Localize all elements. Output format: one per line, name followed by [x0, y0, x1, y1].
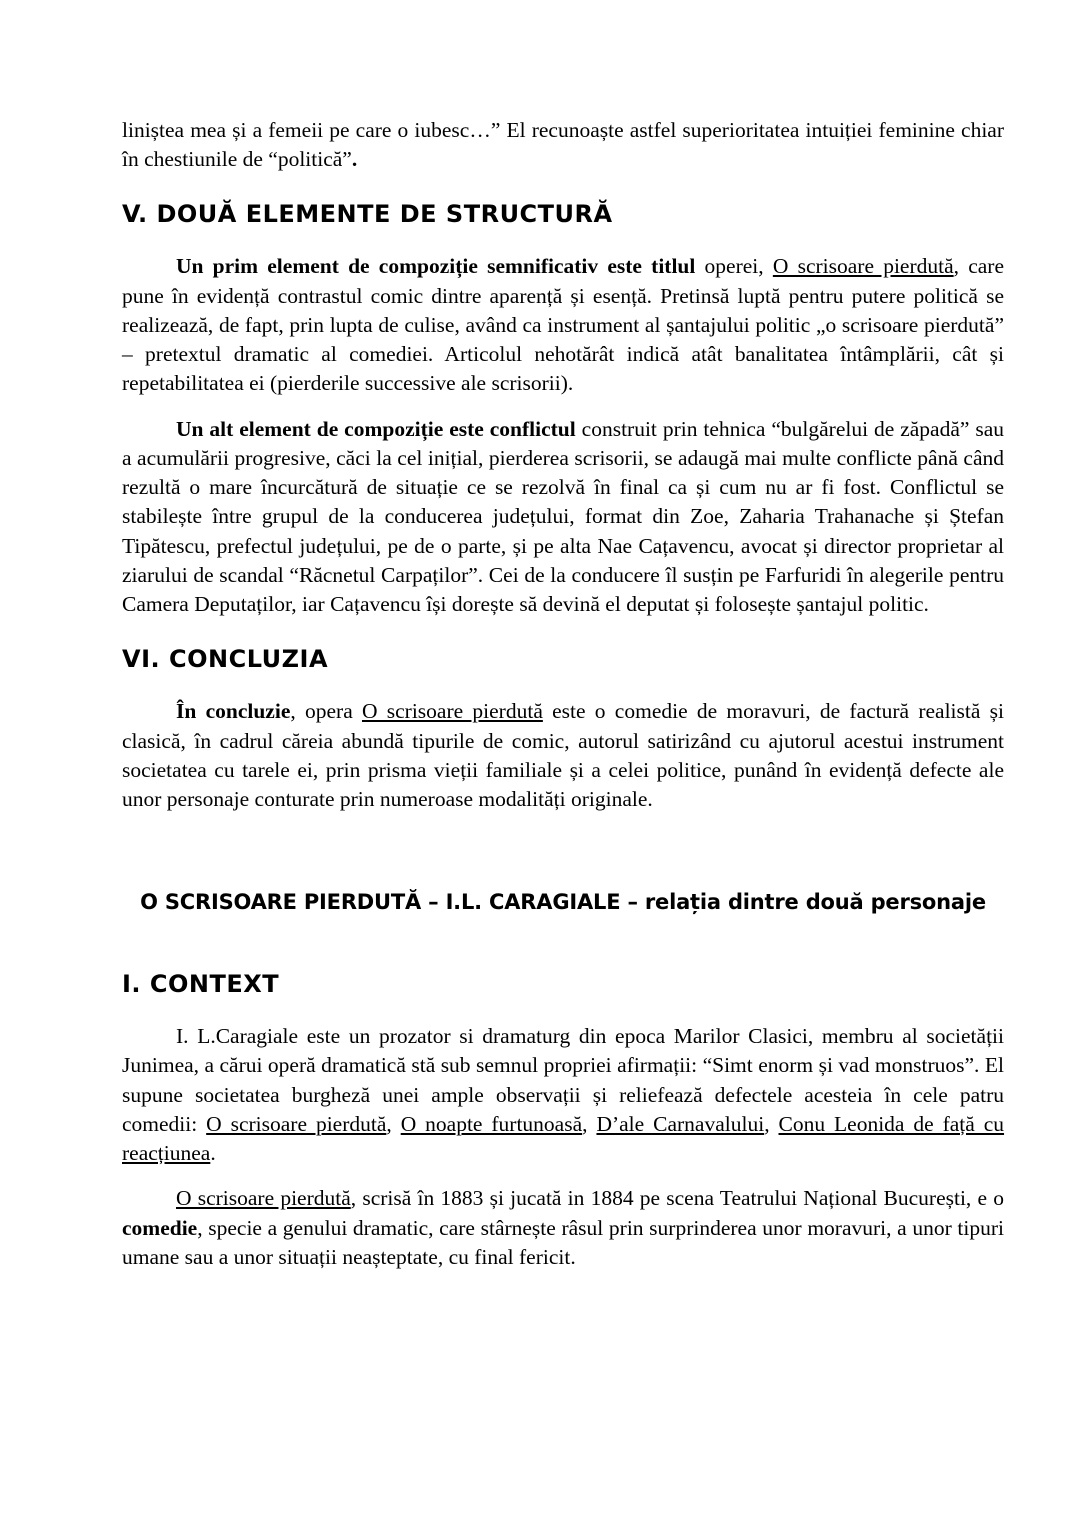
text-run: ,	[764, 1111, 779, 1136]
text-run: O scrisoare pierdută	[206, 1111, 387, 1136]
heading-section-i-context: I. CONTEXT	[122, 970, 280, 999]
text-run: I. L.Caragiale este un prozator si dramaturg din epoca Marilor Clasici, membru al societății Junimea, a cărui operă dramatică stă sub semnul propriei afirmații: “Simt enorm și vad monstruos”. El supune societatea burgheză unei ample observații și reliefează defectele acesteia în cele patru comedii:	[122, 1024, 1004, 1136]
paragraph-context-play	[122, 1184, 1004, 1272]
text-run: este o comedie de moravuri, de factură realistă și clasică, în cadrul căreia abundă tipurile de comic, autorul satirizând cu ajutorul acestui instrument societatea cu tarele ei, prin prisma vieții familiale și a celei politice, punând în evidență defecte ale unor personaje conturate prin numeroase modalități originale.	[122, 699, 1005, 811]
text-run: O noapte furtunoasă	[400, 1111, 583, 1136]
essay-title: O SCRISOARE PIERDUTĂ – I.L. CARAGIALE – relația dintre două personaje	[140, 890, 986, 915]
text-run: O scrisoare pierdută	[361, 699, 543, 724]
paragraph-conflict-element	[122, 415, 1004, 620]
text-run: .	[210, 1141, 216, 1166]
text-run: O scrisoare pierdută	[176, 1186, 351, 1211]
heading-section-vi: VI. CONCLUZIA	[122, 645, 329, 674]
text-run: ,	[582, 1111, 597, 1136]
text-run: construit prin tehnica “bulgărelui de zăpadă” sau a acumulării progresive, căci la cel inițial, pierderea scrisorii, se adaugă mai multe conflicte până când rezultă o mare încurcătură de situație ce se rezolvă în final ca și cum nu ar fi fost. Conflictul se stabilește între grupul de la conducerea județului, format din Zoe, Zaharia Trahanache și Ștefan Tipătescu, prefectul județului, pe de o parte, și pe alta Nae Cațavencu, avocat și director proprietar al ziarului de scandal “Răcnetul Carpaților”. Cei de la conducere îl susțin pe Farfuridi în alegerile pentru Camera Deputaților, iar Cațavencu își dorește să devină el deputat și folosește șantajul politic.	[122, 416, 1005, 617]
text-run: .	[351, 147, 358, 172]
heading-section-v: V. DOUĂ ELEMENTE DE STRUCTURĂ	[122, 200, 613, 229]
paragraph-context-author	[122, 1022, 1004, 1168]
text-run: O scrisoare pierdută	[772, 254, 954, 279]
text-run: liniștea mea și a femeii pe care o iubesc…” El recunoaște astfel superioritatea intuiției feminine chiar în chestiunile de “politică”	[122, 118, 1004, 172]
text-run: Un prim element de compoziție semnificativ este titlul	[176, 254, 696, 279]
text-run: , specie a genului dramatic, care stârnește râsul prin surprinderea unor moravuri, a unor tipuri umane sau a unor situații neașteptate, cu final fericit.	[122, 1215, 1004, 1269]
text-run: , scrisă în 1883 și jucată in 1884 pe scena Teatrului Național București, e o	[350, 1186, 1004, 1211]
text-run: În concluzie	[176, 699, 291, 724]
text-run: Conu Leonida de față cu reacțiunea	[122, 1111, 1005, 1166]
text-run: D’ale Carnavalului	[596, 1111, 765, 1136]
paragraph-title-element	[122, 252, 1004, 398]
text-run: ,	[386, 1111, 401, 1136]
paragraph-continuation	[122, 116, 1004, 174]
text-run: , opera	[290, 699, 362, 724]
text-run: comedie	[122, 1215, 198, 1240]
text-run: operei,	[695, 254, 773, 279]
paragraph-conclusion	[122, 697, 1004, 814]
text-run: , care pune în evidență contrastul comic dintre aparență și esență. Pretinsă luptă pentru putere politică se realizează, de fapt, prin lupta de culise, având ca instrument al șantajului politic „o scrisoare pierdută” – pretextul dramatic al comediei. Articolul nehotărât indică atât banalitatea întâmplării, cât și repetabilitatea ei (pierderile successive ale scrisorii).	[122, 254, 1005, 396]
text-run: Un alt element de compoziție este conflictul	[176, 416, 576, 441]
